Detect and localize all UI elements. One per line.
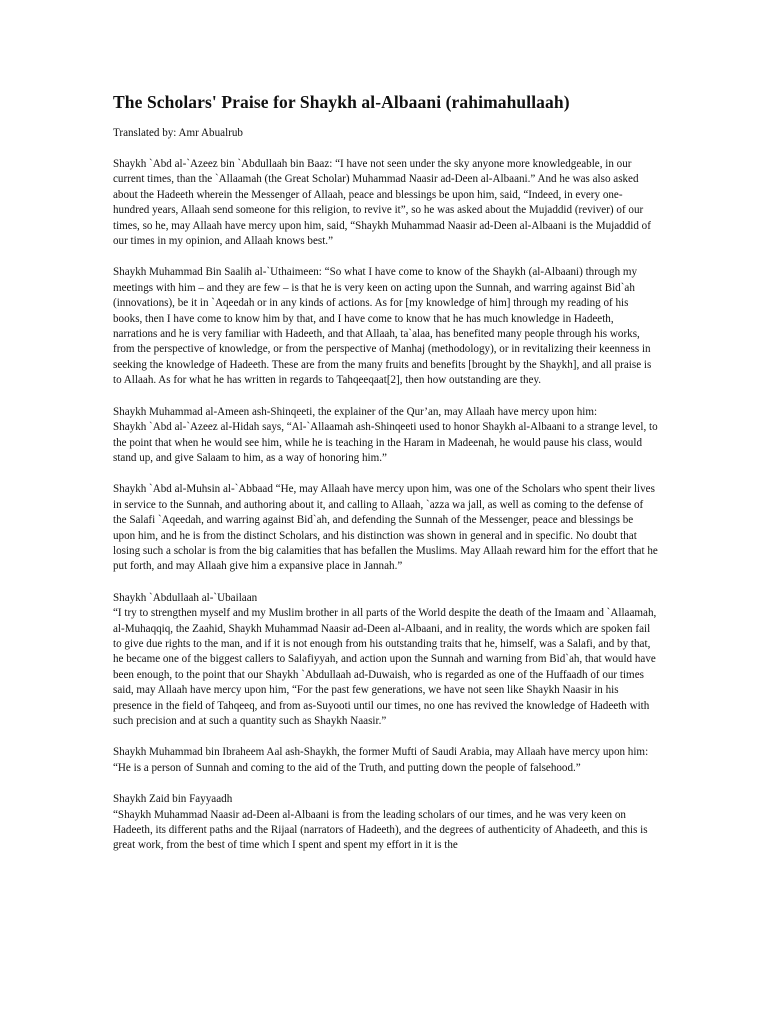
paragraph-heading: Shaykh Muhammad al-Ameen ash-Shinqeeti, the explainer of the Qur’an, may Allaah have mercy upon him: — [113, 405, 598, 418]
paragraph-heading: Shaykh Muhammad bin Ibraheem Aal ash-Shaykh, the former Mufti of Saudi Arabia, may Allaah have mercy upon him: — [113, 746, 649, 759]
paragraph-heading: Shaykh `Abdullaah al-`Ubailaan — [113, 591, 258, 604]
paragraph-text: “He is a person of Sunnah and coming to the aid of the Truth, and putting down the people of falsehood.” — [113, 761, 581, 774]
paragraph-heading: Shaykh Zaid bin Fayyaadh — [113, 793, 233, 806]
paragraph-text: Shaykh Muhammad Bin Saalih al-`Uthaimeen: “So what I have come to know of the Shaykh (al-Albaani) through my meetings with him – and they are few – is that he is very keen on acting upon the Sunnah, and warring against Bid`ah (innovations), be it in `Aqeedah or in any kinds of actions. As for [my knowledge of him] through my reading of his books, then I have come to know him by that, and I have come to know that he has much knowledge in Hadeeth, narrations and he is very familiar with Hadeeth, and that Allaah, ta`alaa, has benefited many people through his works, from the perspective of knowledge, or from the perspective of Manhaj (methodology), or in revitalizing their keenness in seeking the knowledge of Hadeeth. These are from the many fruits and benefits [brought by the Shaykh], and all praise is to Allaah. As for what he has written in regards to Tahqeeqaat[2], then how outstanding are they. — [113, 266, 652, 387]
paragraph-text: “Shaykh Muhammad Naasir ad-Deen al-Albaani is from the leading scholars of our times, and he was very keen on Hadeeth, its different paths and the Rijaal (narrators of Hadeeth), and the degrees of authenticity of Ahadeeth, and this is great work, from the best of time which I spent and spent my effort in it is the — [113, 808, 648, 852]
paragraph-text: “I try to strengthen myself and my Muslim brother in all parts of the World despite the death of the Imaam and `Allaamah, al-Muhaqqiq, the Zaahid, Shaykh Muhammad Naasir ad-Deen al-Albaani, and in reality, the words which are spoken fail to give due rights to the man, and if it is not enough from his outstanding traits that he, himself, was a Salafi, and by that, he became one of the biggest callers to Salafiyyah, and action upon the Sunnah and warning from Bid`ah, that would have been enough, to the point that our Shaykh `Abdullaah ad-Duwaish, who is regarded as one of the Huffaadh of our times said, may Allaah have mercy upon him, “For the past few generations, we have not seen like Shaykh Naasir in his presence in the field of Tahqeeq, and from as-Suyooti until our times, no one has revived the knowledge of Hadeeth with such precision and at such a quantity such as Shaykh Naasir.” — [113, 607, 657, 727]
paragraph-shinqeeti — [113, 405, 658, 467]
document-body — [113, 92, 658, 870]
paragraph-fayyaadh — [113, 792, 658, 854]
paragraph-text: Shaykh `Abd al-`Azeez al-Hidah says, “Al-`Allaamah ash-Shinqeeti used to honor Shaykh al-Albaani to a strange level, to the point that when he would see him, while he is teaching in the Haram in Madeenah, he would pause his class, would stand up, and give Salaam to him, as a way of honoring him.” — [113, 421, 658, 464]
paragraph-aal-ash-shaykh — [113, 745, 658, 776]
translator-credit: Translated by: Amr Abualrub — [113, 127, 243, 139]
paragraph-bin-baaz — [113, 157, 658, 249]
paragraph-text: Shaykh `Abd al-Muhsin al-`Abbaad “He, may Allaah have mercy upon him, was one of the Scholars who spent their lives in service to the Sunnah, and authoring about it, and calling to Allaah, `azza wa jall, as well as coming to the defense of the Salafi `Aqeedah, and warring against Bid`ah, and defending the Sunnah of the Messenger, peace and blessings be upon him, and he is from the distinct Scholars, and his distinction was shown in general and in specific. No doubt that losing such a scholar is from the big calamities that has befallen the Muslims. May Allaah reward him for the effort that he put forth, and may Allaah give him a expansive place in Jannah.” — [113, 483, 658, 573]
paragraph-ubailaan — [113, 591, 658, 730]
paragraph-text: Shaykh `Abd al-`Azeez bin `Abdullaah bin Baaz: “I have not seen under the sky anyone more knowledgeable, in our current times, than the `Allaamah (the Great Scholar) Muhammad Naasir ad-Deen al-Albaani.” And he was also asked about the Hadeeth wherein the Messenger of Allaah, peace and blessings be upon him, said, “Indeed, in every one-hundred years, Allaah send someone for this religion, to revive it”, so he was asked about the Mujaddid (reviver) of our times, so he, may Allaah have mercy upon him, said, “Shaykh Muhammad Naasir ad-Deen al-Albaani is the Mujaddid of our times in my opinion, and Allaah knows best.” — [113, 158, 651, 248]
paragraph-uthaimeen — [113, 265, 658, 388]
document-title: The Scholars' Praise for Shaykh al-Albaani (rahimahullaah) — [113, 92, 570, 112]
paragraph-abbaad — [113, 482, 658, 574]
